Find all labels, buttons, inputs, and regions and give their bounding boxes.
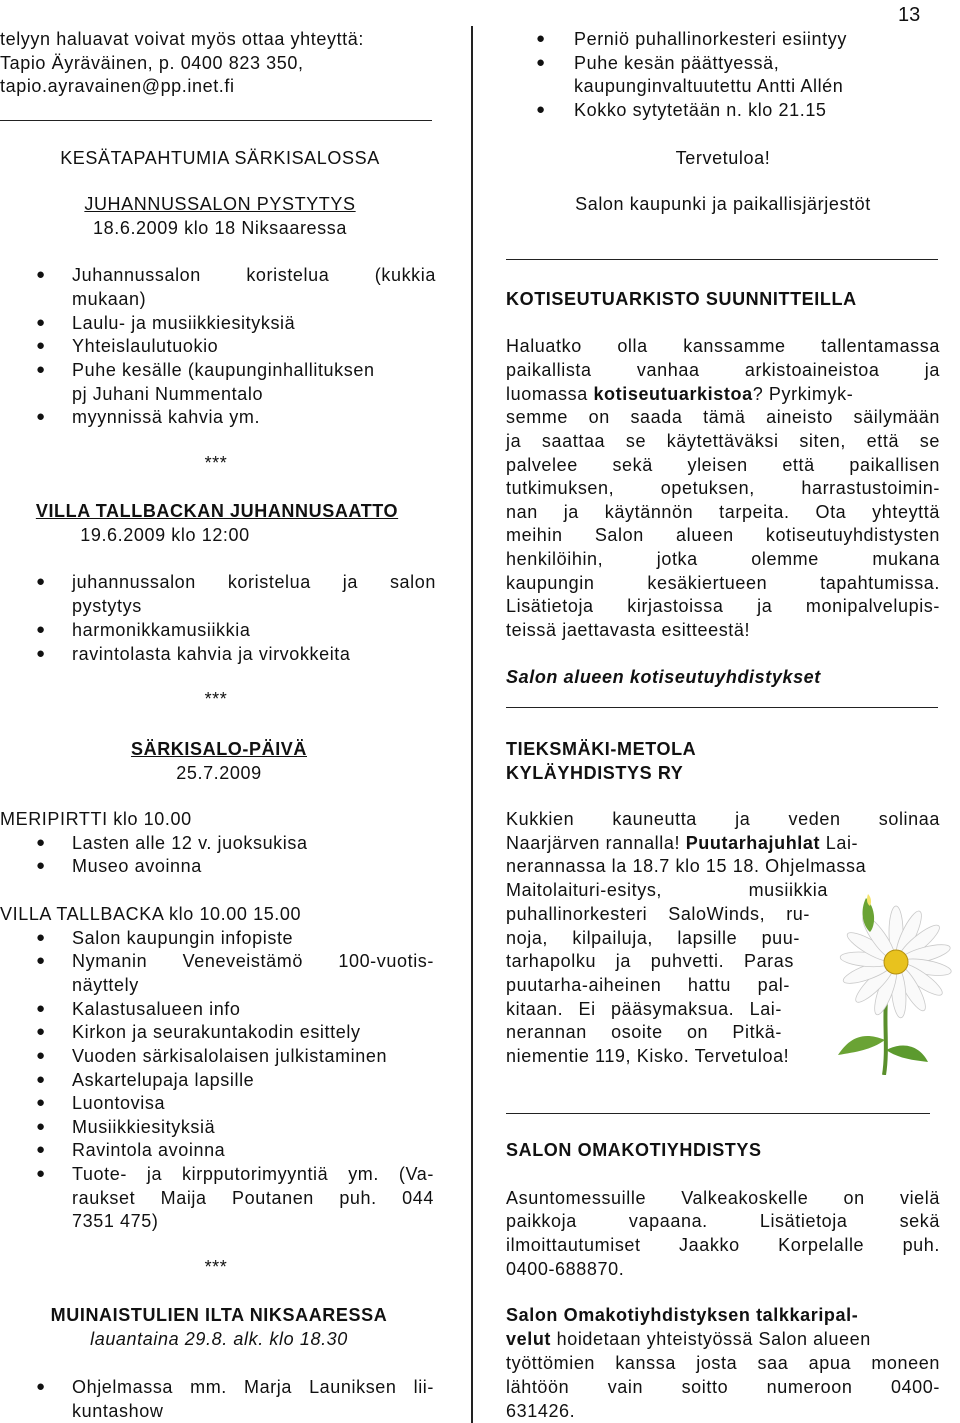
list-item: Kirkon ja seurakuntakodin esittely <box>72 1022 361 1042</box>
kesatapahtumia-title: KESÄTAPAHTUMIA SÄRKISALOSSA <box>60 148 380 168</box>
bullet-icon: ● <box>36 929 46 946</box>
section-stars: *** <box>204 1257 228 1277</box>
juhannussalon-date: 18.6.2009 klo 18 Niksaaressa <box>93 218 347 238</box>
list-item: Juhannussalon koristelua (kukkia <box>72 265 436 285</box>
list-item: Luontovisa <box>72 1093 166 1113</box>
bullet-icon: ● <box>36 361 46 378</box>
kotiseutuarkistoa-emphasis: kotiseutuarkistoa <box>593 384 753 404</box>
list-item: Ohjelmassa mm. Marja Launiksen lii- <box>72 1377 434 1397</box>
list-item: pystytys <box>72 596 142 616</box>
separator-line <box>506 1113 930 1114</box>
paragraph-line: meihin Salon alueen kotiseutuyhdistysten <box>506 525 940 545</box>
list-item: Ravintola avoinna <box>72 1140 226 1160</box>
paragraph-line: kitaan. Ei pääsymaksua. Lai- <box>506 999 782 1019</box>
list-item: ravintolasta kahvia ja virvokkeita <box>72 644 351 664</box>
separator-line <box>0 120 432 121</box>
page-number: 13 <box>898 4 921 26</box>
sarkisalo-paiva-date: 25.7.2009 <box>176 763 262 783</box>
bullet-icon: ● <box>536 54 546 71</box>
paragraph-line: puhallinorkesteri SaloWinds, ru- <box>506 904 810 924</box>
paragraph-line: Haluatko olla kanssamme tallentamassa <box>506 336 940 356</box>
talkkaripalvelut-emphasis: Salon Omakotiyhdistyksen talkkaripal- <box>506 1305 859 1325</box>
daisy-flower-illustration <box>826 890 956 1075</box>
list-item: Askartelupaja lapsille <box>72 1070 255 1090</box>
villa-juhannus-title: VILLA TALLBACKAN JUHANNUSAATTO <box>35 501 399 521</box>
muinaistulien-title: MUINAISTULIEN ILTA NIKSAARESSA <box>50 1305 388 1325</box>
list-item: Laulu- ja musiikkiesityksiä <box>72 313 296 333</box>
talkkaripalvelut-emphasis-2: velut <box>506 1329 552 1349</box>
bullet-icon: ● <box>36 1141 46 1158</box>
separator-line <box>506 259 938 260</box>
list-item: pj Juhani Nummentalo <box>72 384 264 404</box>
list-item: Kokko sytytetään n. klo 21.15 <box>574 100 827 120</box>
villa-tallbacka-heading: VILLA TALLBACKA klo 10.00 15.00 <box>0 904 302 924</box>
list-item: Puhe kesälle (kaupunginhallituksen <box>72 360 375 380</box>
contact-email: tapio.ayravainen@pp.inet.fi <box>0 76 235 96</box>
bullet-icon: ● <box>36 1071 46 1088</box>
juhannussalon-title: JUHANNUSSALON PYSTYTYS <box>84 194 356 214</box>
list-item: 7351 475) <box>72 1211 159 1231</box>
list-item: kuntashow <box>72 1401 164 1421</box>
bullet-icon: ● <box>36 1165 46 1182</box>
paragraph-line <box>506 1328 871 1350</box>
sarkisalo-paiva-title: SÄRKISALO-PÄIVÄ <box>130 739 307 759</box>
contact-line: telyyn haluavat voivat myös ottaa yhteyttä: <box>0 29 364 49</box>
kotiseutuarkisto-title: KOTISEUTUARKISTO SUUNNITTEILLA <box>506 289 857 309</box>
paragraph-line: tarhapolku ja puhvetti. Paras <box>506 951 794 971</box>
bullet-icon: ● <box>36 337 46 354</box>
paragraph-line: Lisätietoja kirjastoissa ja monipalvelupis- <box>506 596 940 616</box>
paragraph-line: Asuntomessuille Valkeakoskelle on vielä <box>506 1188 940 1208</box>
paragraph-line <box>506 832 858 854</box>
paragraph-line: lähtöön vain soitto numeroon 0400- <box>506 1377 940 1397</box>
list-item: Yhteislaulutuokio <box>72 336 219 356</box>
paragraph-line: noja, kilpailuja, lapsille puu- <box>506 928 800 948</box>
paragraph-line: niementie 119, Kisko. Tervetuloa! <box>506 1046 790 1066</box>
paragraph-line <box>506 383 940 405</box>
list-item: Puhe kesän päättyessä, <box>574 53 780 73</box>
paragraph-text: Naarjärven rannalla! <box>506 833 686 853</box>
list-item: myynnissä kahvia ym. <box>72 407 261 427</box>
tieksmaki-title: TIEKSMÄKI-METOLA <box>506 739 697 759</box>
paragraph-line: 0400-688870. <box>506 1259 625 1279</box>
bullet-icon: ● <box>36 266 46 283</box>
puutarhajuhlat-emphasis: Puutarhajuhlat <box>685 833 821 853</box>
list-item: Tuote- ja kirpputorimyyntiä ym. (Va- <box>72 1164 434 1184</box>
muinaistulien-date: lauantaina 29.8. alk. klo 18.30 <box>90 1329 348 1349</box>
bullet-icon: ● <box>36 857 46 874</box>
paragraph-line: teissä jaettavasta esitteestä! <box>506 620 751 640</box>
section-stars: *** <box>204 689 228 709</box>
omakotiyhdistys-title: SALON OMAKOTIYHDISTYS <box>506 1140 762 1160</box>
list-item: Salon kaupungin infopiste <box>72 928 294 948</box>
paragraph-line: tutkimuksen, opetuksen, harrastustoimin- <box>506 478 940 498</box>
list-item: Musiikkiesityksiä <box>72 1117 216 1137</box>
paragraph-text: luomassa <box>506 384 594 404</box>
paragraph-line: ilmoittautumiset Jaakko Korpelalle puh. <box>506 1235 940 1255</box>
paragraph-line: palvelee sekä yleisen että paikallisen <box>506 455 940 475</box>
paragraph-line: ja saattaa se käytettäväksi siten, että se <box>506 431 940 451</box>
paragraph-text: ? Pyrkimyk- <box>752 384 854 404</box>
paragraph-line: nerannan osoite on Pitkä- <box>506 1022 782 1042</box>
alueen-kotiseutuyhdistykset-heading: Salon alueen kotiseutuyhdistykset <box>506 667 821 687</box>
bullet-icon: ● <box>36 314 46 331</box>
meripirtti-heading: MERIPIRTTI klo 10.00 <box>0 809 192 829</box>
list-item: Kalastusalueen info <box>72 999 241 1019</box>
list-item: juhannussalon koristelua ja salon <box>72 572 436 592</box>
list-item: mukaan) <box>72 289 147 309</box>
bullet-icon: ● <box>36 1378 46 1395</box>
list-item: Perniö puhallinorkesteri esiintyy <box>574 29 847 49</box>
bullet-icon: ● <box>36 834 46 851</box>
list-item: Lasten alle 12 v. juoksukisa <box>72 833 308 853</box>
bullet-icon: ● <box>536 30 546 47</box>
separator-line <box>506 707 938 708</box>
list-item: raukset Maija Poutanen puh. 044 <box>72 1188 434 1208</box>
paragraph-text: hoidetaan yhteistyössä Salon alueen <box>551 1329 871 1349</box>
paragraph-line: nan ja käytännön tarpeita. Ota yhteyttä <box>506 502 940 522</box>
list-item: Nymanin Veneveistämö 100-vuotis- <box>72 951 434 971</box>
paragraph-line: puutarha-aiheinen hattu pal- <box>506 975 790 995</box>
bullet-icon: ● <box>36 408 46 425</box>
paragraph-line: työttömien kanssa josta saa apua moneen <box>506 1353 940 1373</box>
bullet-icon: ● <box>36 1023 46 1040</box>
paragraph-line: henkilöihin, jotka olemme mukana <box>506 549 940 569</box>
bullet-icon: ● <box>36 645 46 662</box>
bullet-icon: ● <box>36 621 46 638</box>
tieksmaki-title-2: KYLÄYHDISTYS RY <box>506 763 684 783</box>
paragraph-line: nerannassa la 18.7 klo 15 18. Ohjelmassa <box>506 856 867 876</box>
list-item: harmonikkamusiikkia <box>72 620 251 640</box>
bullet-icon: ● <box>36 1047 46 1064</box>
paragraph-text: Lai- <box>820 833 859 853</box>
paragraph-line: paikallista vanhaa arkistoaineistoa ja <box>506 360 940 380</box>
list-item: Vuoden särkisalolaisen julkistaminen <box>72 1046 388 1066</box>
section-stars: *** <box>204 453 228 473</box>
paragraph-line: 631426. <box>506 1401 576 1421</box>
bullet-icon: ● <box>36 1000 46 1017</box>
list-item: kaupunginvaltuutettu Antti Allén <box>574 76 844 96</box>
bullet-icon: ● <box>36 1118 46 1135</box>
organizers-line: Salon kaupunki ja paikallisjärjestöt <box>575 194 871 214</box>
bullet-icon: ● <box>536 101 546 118</box>
list-item: Museo avoinna <box>72 856 202 876</box>
villa-juhannus-date: 19.6.2009 klo 12:00 <box>80 525 250 545</box>
column-divider <box>471 26 473 1423</box>
paragraph-line: kaupungin kesäkiertueen tapahtumissa. <box>506 573 940 593</box>
paragraph-line: semme on saada tämä aineisto säilymään <box>506 407 940 427</box>
tervetuloa-heading: Tervetuloa! <box>675 148 771 168</box>
list-item: näyttely <box>72 975 139 995</box>
paragraph-line: Maitolaituri-esitys, musiikkia <box>506 880 828 900</box>
bullet-icon: ● <box>36 952 46 969</box>
paragraph-line: paikkoja vapaana. Lisätietoja sekä <box>506 1211 940 1231</box>
contact-line: Tapio Äyräväinen, p. 0400 823 350, <box>0 53 304 73</box>
paragraph-line: Kukkien kauneutta ja veden solinaa <box>506 809 940 829</box>
bullet-icon: ● <box>36 1094 46 1111</box>
bullet-icon: ● <box>36 573 46 590</box>
